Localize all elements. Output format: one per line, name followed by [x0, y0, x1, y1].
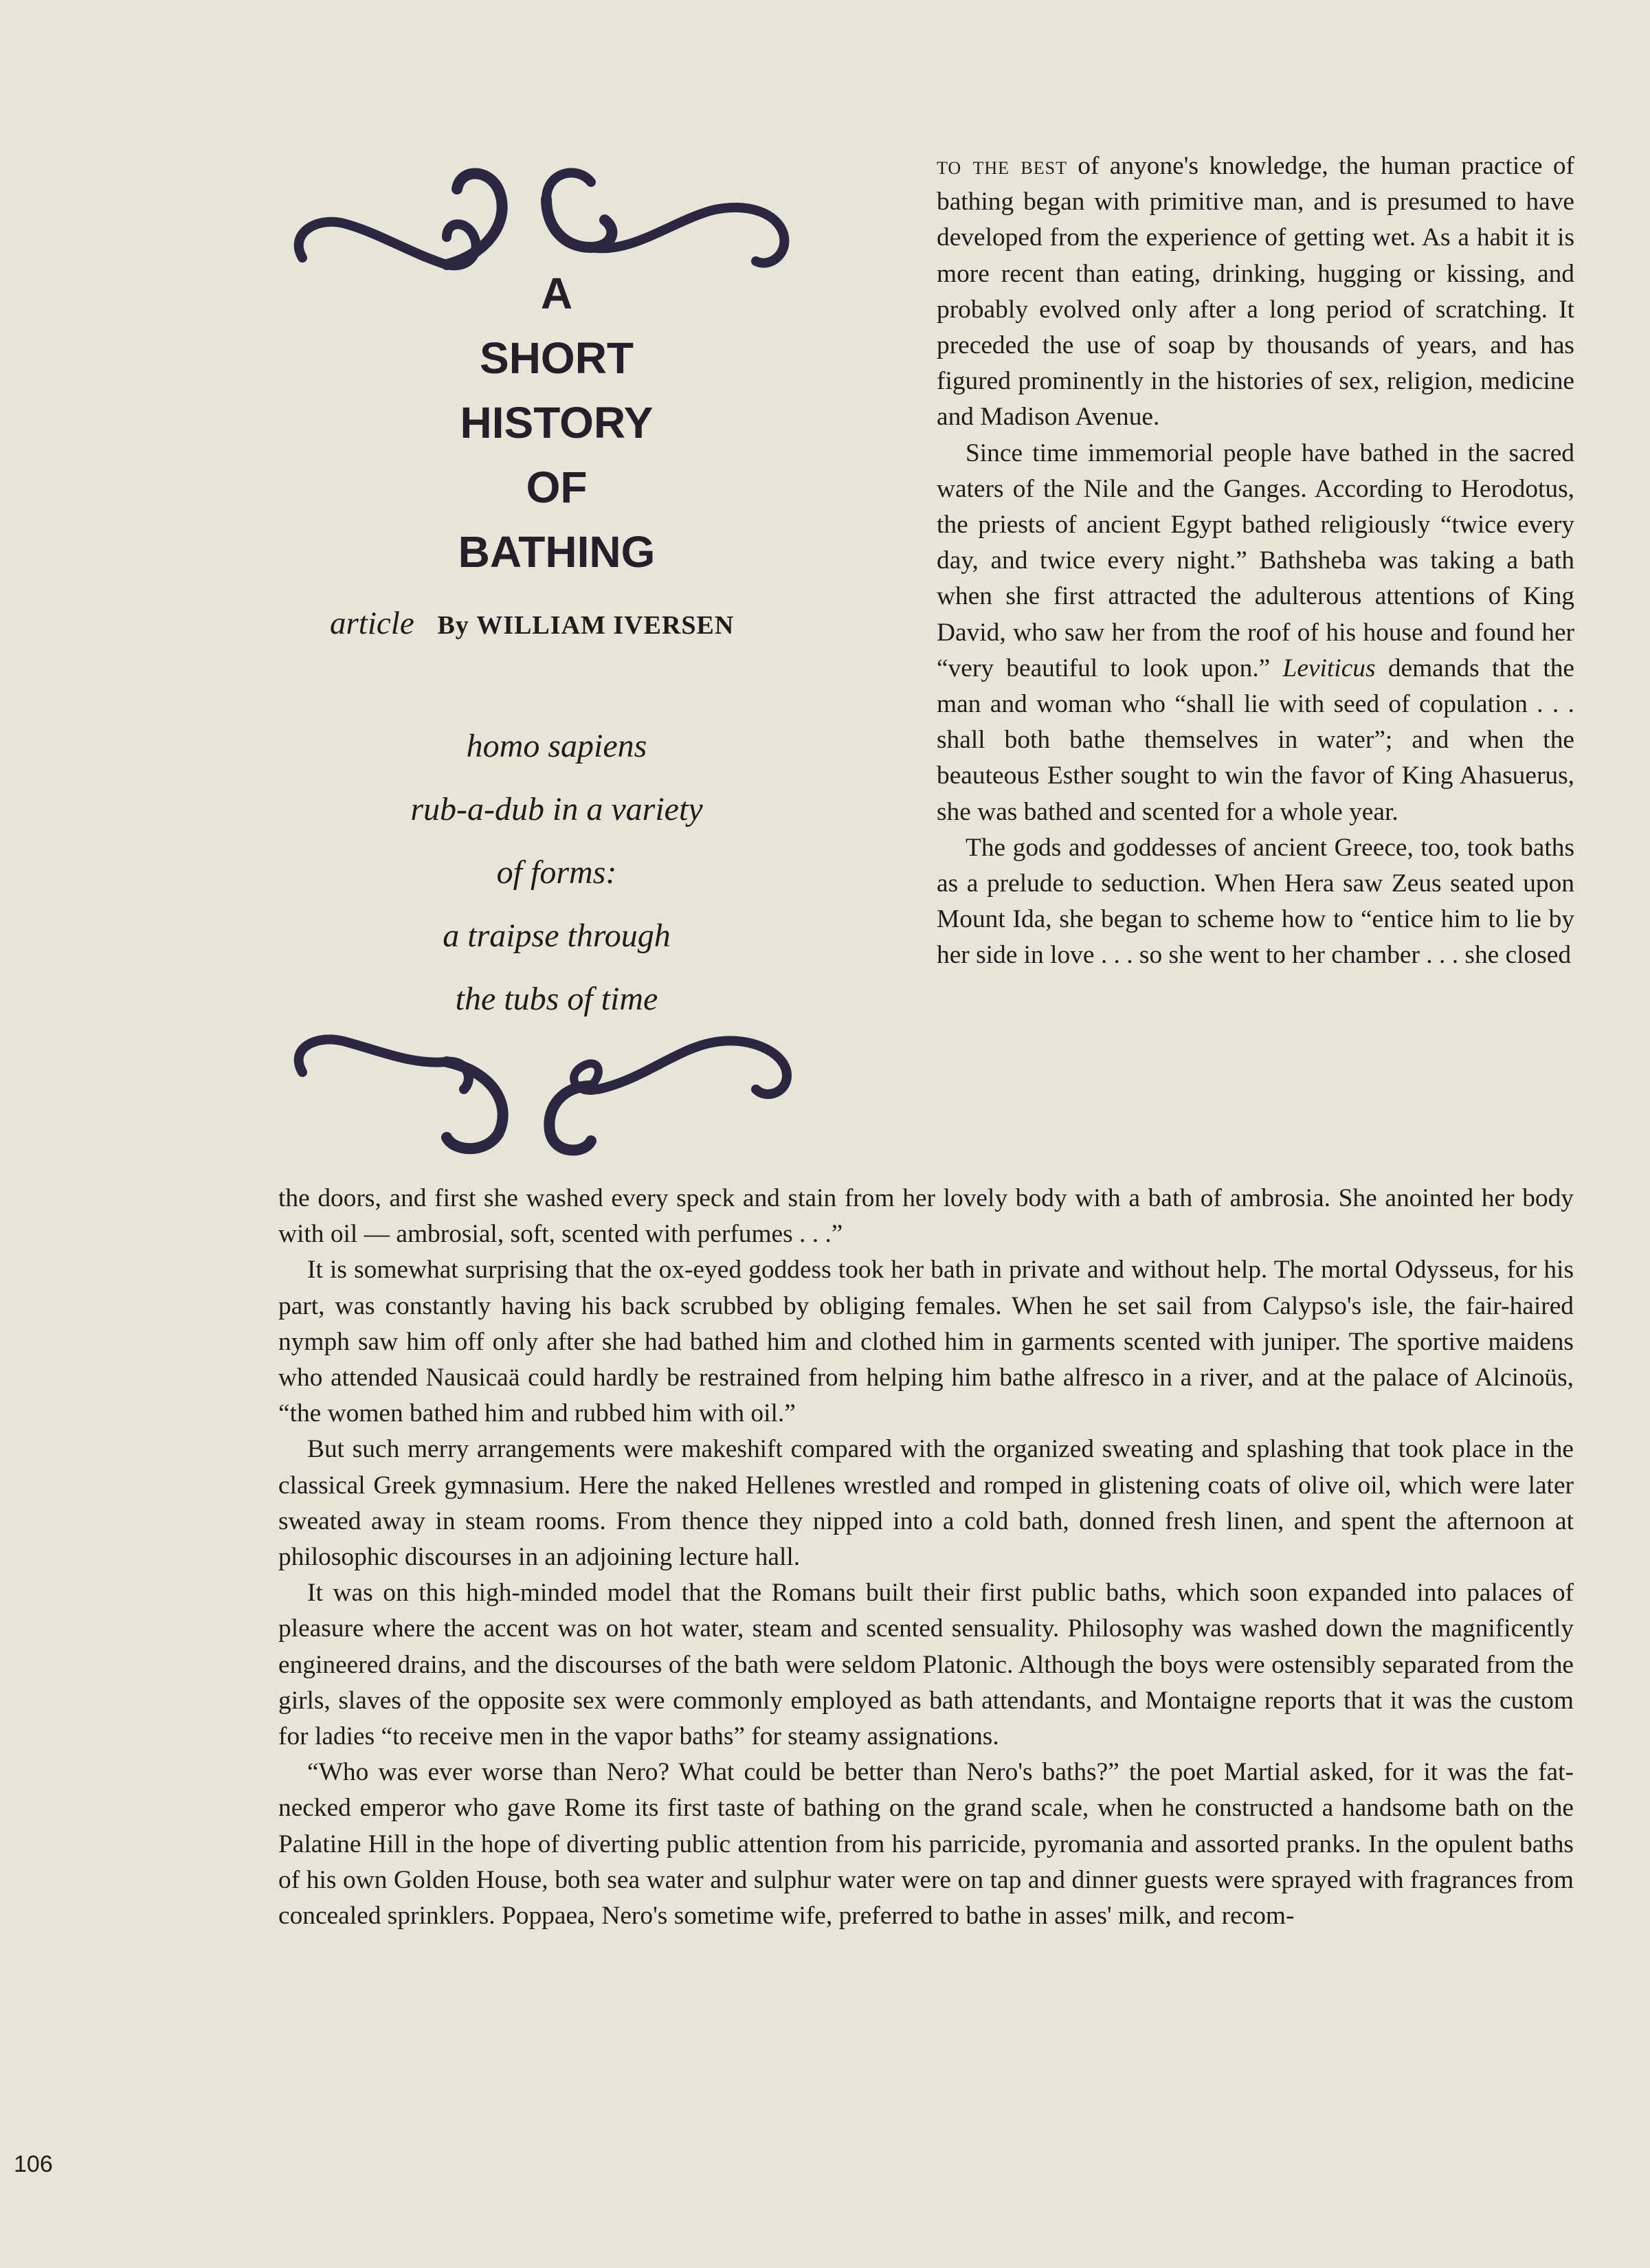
title-line: SHORT [480, 333, 634, 383]
deck-line: a traipse through [443, 918, 671, 954]
deck-line: the tubs of time [455, 981, 658, 1017]
by-prefix: By [437, 611, 469, 640]
byline [330, 605, 838, 642]
body-paragraph [937, 148, 1574, 436]
title-line: A [540, 269, 573, 318]
article-title [275, 261, 838, 584]
paragraph-text: Since time immemorial people have bathed in the sacred waters of the Nile and the Ganges. According to Herodotus, the priests of ancient Egypt bathed religiously “twice every day, and twice every night.” Bathsheba was taking a bath when she first attracted the adulterous attentions of King David, who saw her from the roof of his house and found her “very beautiful to look upon.” [937, 438, 1574, 682]
title-line: HISTORY [460, 398, 654, 447]
article-kind-label: article [330, 605, 414, 641]
title-block [275, 151, 838, 1161]
body-paragraph-continued: the doors, and first she washed every speck and stain from her lovely body with a bath of ambrosia. She anointed her body with oil — ambrosial, soft, scented with perfumes . . .” [278, 1184, 1574, 1249]
title-line: BATHING [458, 527, 656, 577]
body-paragraph: “Who was ever worse than Nero? What could be better than Nero's baths?” the poet Martial asked, for it was the fat-necked emperor who gave Rome its first taste of bathing on the grand scale, when he constructed a handsome bath on the Palatine Hill in the hope of diverting public attention from his parricide, pyromania and assorted pranks. In the opulent baths of his own Golden House, both sea water and sulphur water were on tap and dinner guests were sprayed with fragrances from concealed sprinklers. Poppaea, Nero's sometime wife, preferred to bathe in asses' milk, and recom- [278, 1758, 1574, 1931]
page-number: 106 [14, 2151, 53, 2177]
paragraph-text: of anyone's knowledge, the human practice of bathing began with primitive man, and is presumed to have developed from the experience of getting wet. As a habit it is more recent than eating, drinking, hugging or kissing, and probably evolved only after a long period of scratching. It preceded the use of soap by thousands of years, and has figured prominently in the histories of sex, religion, medicine and Madison Avenue. [937, 152, 1574, 432]
right-column-text [937, 148, 1574, 974]
body-paragraph: It was on this high-minded model that the Romans built their first public baths, which soon expanded into palaces of pleasure where the accent was on hot water, steam and scented sensuality. Philosophy was washed down the magnificently engineered drains, and the discourses of the bath were seldom Platonic. Although the boys were ostensibly separated from the girls, slaves of the opposite sex were commonly employed as bath attendants, and Montaigne reports that it was the custom for ladies “to receive men in the vapor baths” for steamy assignations. [278, 1579, 1574, 1751]
author-name: WILLIAM IVERSEN [476, 611, 735, 640]
author-credit [437, 611, 734, 640]
book-title: Leviticus [1282, 654, 1376, 682]
body-paragraph: It is somewhat surprising that the ox-eyed goddess took her bath in private and without help. The mortal Odysseus, for his part, was constantly having his back scrubbed by obliging females. When he set sail from Calypso's isle, the fair-haired nymph saw him off only after she had bathed him and clothed him in garments scented with juniper. The sportive maidens who attended Nausicaä could hardly be restrained from helping him bathe alfresco in a river, and at the palace of Alcinoüs, “the women bathed him and rubbed him with oil.” [278, 1256, 1574, 1428]
body-paragraph: But such merry arrangements were makeshift compared with the organized sweating and splashing that took place in the classical Greek gymnasium. Here the naked Hellenes wrestled and romped in glistening coats of olive oil, which were later sweated away in steam rooms. From thence they nipped into a cold bath, donned fresh linen, and spent the afternoon at philosophic discourses in an adjoining lecture hall. [278, 1435, 1574, 1572]
full-width-text [278, 1181, 1574, 1934]
article-deck [302, 715, 811, 1031]
paragraph-text: demands that the man and woman who “shall lie with seed of copulation . . . shall both bathe themselves in water”; and when the beauteous Esther sought to win the favor of King Ahasuerus, she was bathed and scented for a whole year. [937, 654, 1575, 826]
body-paragraph [937, 436, 1574, 830]
deck-line: rub-a-dub in a variety [410, 791, 703, 827]
lead-in: to the best [937, 152, 1067, 180]
body-paragraph: The gods and goddesses of ancient Greece, too, took baths as a prelude to seduction. When Hera saw Zeus seated upon Mount Ida, she began to scheme how to “entice him to lie by her side in love . . . so she went to her chamber . . . she closed [937, 833, 1574, 970]
title-line: OF [526, 463, 588, 512]
bottom-flourish-ornament [275, 1031, 838, 1161]
deck-line: of forms: [496, 854, 617, 891]
deck-line: homo sapiens [466, 728, 647, 764]
